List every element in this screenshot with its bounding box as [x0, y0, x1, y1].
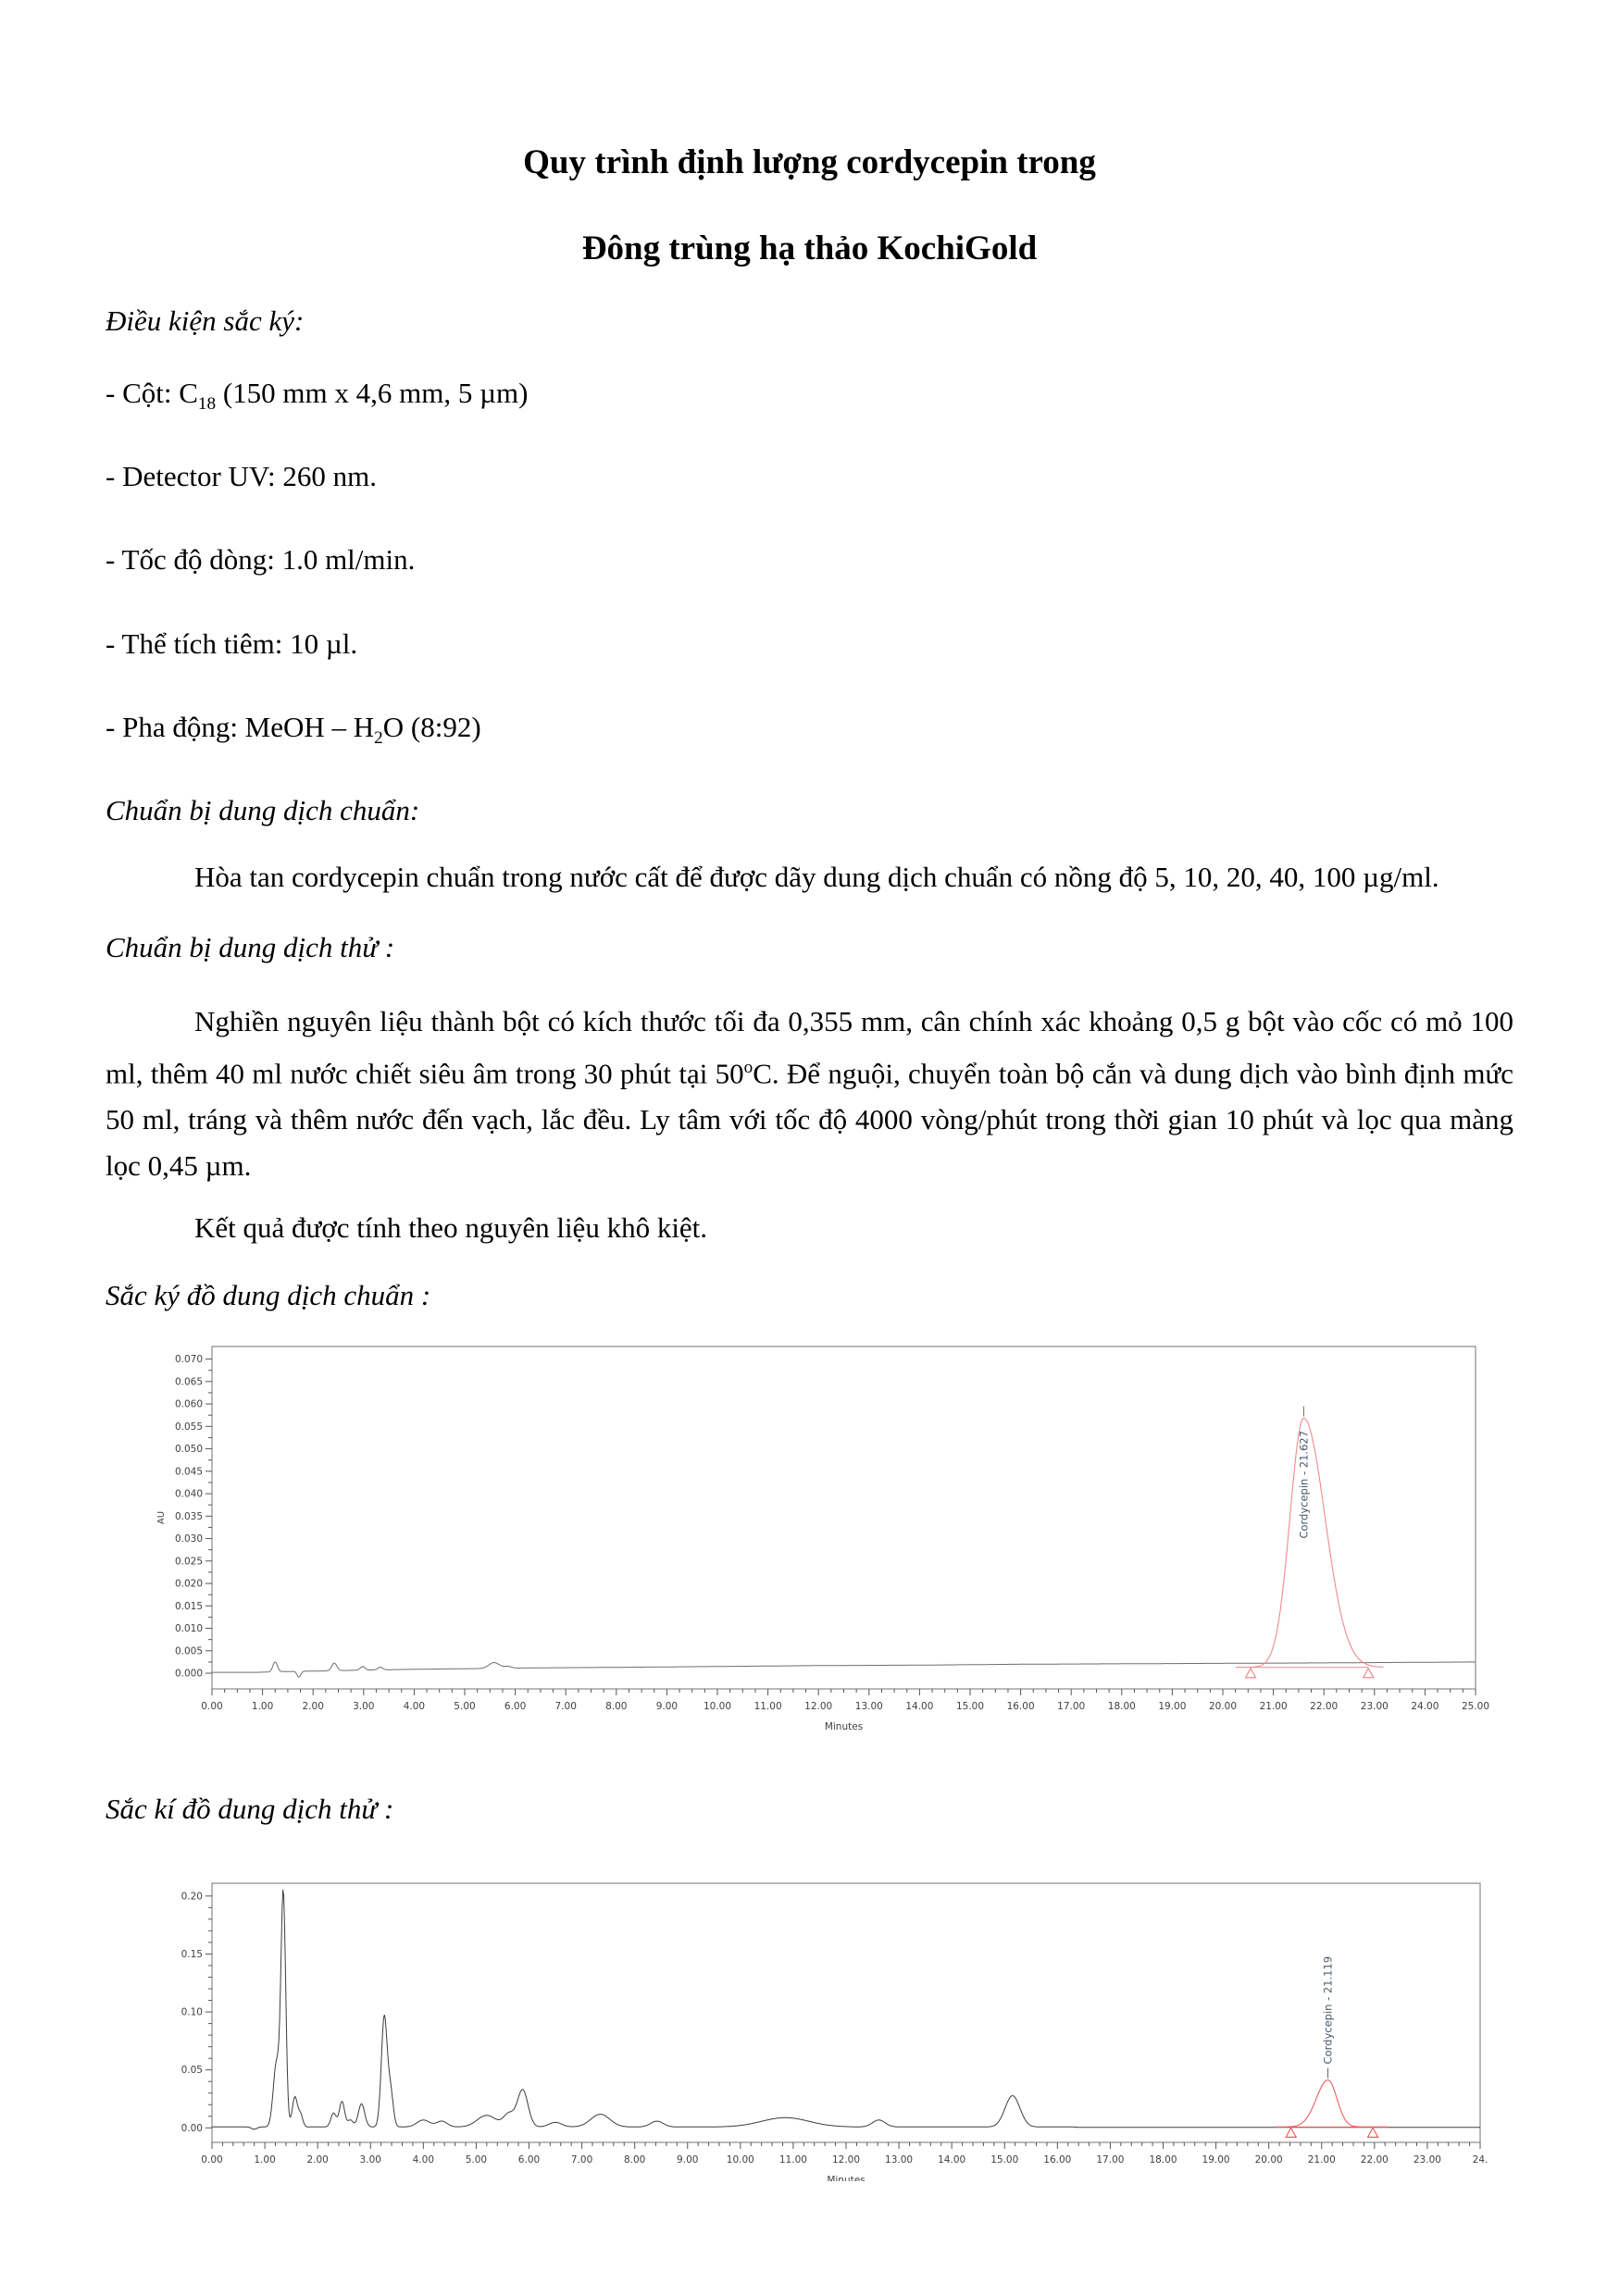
x-tick-label: 10.00: [726, 2154, 754, 2166]
x-tick-label: 23.00: [1360, 1701, 1389, 1713]
x-tick-label: 17.00: [1057, 1701, 1086, 1713]
chromatogram-plot: [106, 1876, 1513, 2181]
x-tick-label: 21.00: [1307, 2154, 1336, 2166]
x-tick-label: 3.00: [359, 2154, 381, 2166]
y-axis-title: AU: [156, 1511, 167, 1525]
x-tick-label: 7.00: [554, 1701, 577, 1713]
x-tick-label: 13.00: [885, 2154, 914, 2166]
x-tick-label: 9.00: [677, 2154, 699, 2166]
x-tick-label: 4.00: [412, 2154, 435, 2166]
labeled-peak-trace: [1276, 2080, 1389, 2128]
y-tick-label: 0.050: [174, 1444, 203, 1456]
chromatogram-trace: [212, 1890, 1480, 2129]
x-tick-label: 13.00: [854, 1701, 883, 1713]
x-tick-label: 20.00: [1208, 1701, 1238, 1713]
y-tick-label: 0.10: [181, 2006, 203, 2018]
paragraph-text: C. Để nguội, chuyển toàn bộ cắn và dung dịch vào bình định mức 50 ml, tráng và thêm nước đến vạch, lắc đều. Ly tâm với tốc độ 4000 vòng/phút trong thời gian 10 phút và lọc qua màng lọc 0,45 µm.: [106, 1057, 1513, 1183]
x-tick-label: 15.00: [990, 2154, 1019, 2166]
y-tick-label: 0.20: [181, 1891, 203, 1903]
x-tick-label: 22.00: [1310, 1701, 1339, 1713]
x-tick-label: 11.00: [778, 2154, 807, 2166]
x-tick-label: 8.00: [605, 1701, 628, 1713]
condition-item-injection: [106, 621, 1513, 678]
condition-subscript: 2: [374, 727, 383, 748]
plot-frame: [212, 1883, 1480, 2142]
x-tick-label: 17.00: [1096, 2154, 1125, 2166]
x-tick-label: 19.00: [1202, 2154, 1230, 2166]
x-tick-label: 10.00: [703, 1701, 732, 1713]
peak-marker-triangle: [1368, 2128, 1378, 2138]
x-tick-label: 12.00: [804, 1701, 833, 1713]
condition-text: - Pha động: MeOH – H: [106, 710, 375, 743]
condition-text: - Tốc độ dòng: 1.0 ml/min.: [106, 543, 416, 577]
peak-label: Cordycepin - 21.627: [1297, 1431, 1311, 1539]
test-solution-heading: Chuẩn bị dung dịch thử :: [106, 930, 395, 963]
chromatogram-trace: [212, 1662, 1476, 1677]
x-tick-label: 22.00: [1360, 2154, 1389, 2166]
x-tick-label: 2.00: [306, 2154, 329, 2166]
x-tick-label: 14.00: [938, 2154, 966, 2166]
x-tick-label: 11.00: [753, 1701, 782, 1713]
x-tick-label: 12.00: [831, 2154, 861, 2166]
condition-text: - Thể tích tiêm: 10 µl.: [106, 627, 358, 660]
y-tick-label: 0.065: [174, 1376, 203, 1388]
condition-text: - Detector UV: 260 nm.: [106, 460, 377, 493]
x-tick-label: 25.00: [1461, 1701, 1490, 1713]
x-axis-title: Minutes: [827, 2175, 866, 2182]
y-tick-label: 0.070: [174, 1354, 203, 1366]
x-tick-label: 0.00: [201, 2154, 223, 2166]
standard-chromatogram-figure: [106, 1339, 1513, 1744]
standard-solution-paragraph: Hòa tan cordycepin chuẩn trong nước cất để được dãy dung dịch chuẩn có nồng độ 5, 10, 20, 40, 100 µg/ml.: [194, 860, 1439, 893]
test-solution-paragraph: [106, 999, 1513, 1189]
page-title-line1: Quy trình định lượng cordycepin trong: [523, 143, 1096, 181]
x-tick-label: 18.00: [1107, 1701, 1136, 1713]
condition-text: - Cột: C: [106, 377, 198, 409]
page-title-line2: Đông trùng hạ thảo KochiGold: [581, 230, 1038, 267]
paragraph-text: Nghiền nguyên liệu thành bột có kích thước tối đa 0,355 mm, cân chính xác khoảng 0,5 g bột vào cốc có mỏ 100 ml, thêm 40 ml nước chiết siêu âm trong 30 phút tại 50: [106, 1004, 1513, 1090]
y-tick-label: 0.00: [181, 2123, 203, 2135]
y-tick-label: 0.060: [174, 1398, 203, 1410]
x-tick-label: 23.00: [1413, 2154, 1441, 2166]
y-tick-label: 0.030: [174, 1533, 203, 1545]
peak-marker-triangle: [1286, 2128, 1296, 2138]
y-tick-label: 0.05: [181, 2065, 203, 2077]
peak-label: Cordycepin - 21.119: [1321, 1956, 1335, 2065]
condition-item-detector: [106, 453, 1513, 511]
x-axis-title: Minutes: [824, 1721, 864, 1733]
x-tick-label: 14.00: [905, 1701, 934, 1713]
test-chromatogram-caption: Sắc kí đồ dung dịch thử :: [106, 1793, 394, 1826]
chromatogram-plot: [106, 1339, 1513, 1737]
y-tick-label: 0.020: [174, 1578, 203, 1590]
standard-chromatogram-caption: Sắc ký đồ dung dịch chuẩn :: [106, 1279, 431, 1312]
condition-item-mobile-phase: [106, 704, 1513, 762]
x-tick-label: 3.00: [353, 1701, 375, 1713]
y-tick-label: 0.040: [174, 1488, 203, 1500]
condition-item-flowrate: [106, 537, 1513, 594]
x-tick-label: 20.00: [1254, 2154, 1283, 2166]
x-tick-label: 16.00: [1006, 1701, 1035, 1713]
x-tick-label: 2.00: [302, 1701, 324, 1713]
result-note: Kết quả được tính theo nguyên liệu khô kiệt.: [194, 1211, 708, 1245]
x-tick-label: 24.: [1472, 2154, 1488, 2166]
x-tick-label: 9.00: [655, 1701, 679, 1713]
y-tick-label: 0.035: [174, 1511, 203, 1523]
degree-superscript: o: [743, 1057, 753, 1077]
condition-text: O (8:92): [382, 710, 481, 743]
x-tick-label: 18.00: [1149, 2154, 1177, 2166]
x-tick-label: 16.00: [1043, 2154, 1072, 2166]
x-tick-label: 8.00: [623, 2154, 646, 2166]
y-tick-label: 0.015: [174, 1601, 203, 1613]
standard-solution-heading: Chuẩn bị dung dịch chuẩn:: [106, 793, 420, 826]
x-tick-label: 6.00: [517, 2154, 541, 2166]
condition-subscript: 18: [197, 394, 217, 415]
peak-marker-triangle: [1246, 1669, 1256, 1678]
y-tick-label: 0.055: [174, 1421, 203, 1433]
y-tick-label: 0.005: [174, 1645, 203, 1657]
x-tick-label: 15.00: [955, 1701, 985, 1713]
test-chromatogram-figure: [106, 1876, 1513, 2189]
conditions-heading: Điều kiện sắc ký:: [106, 304, 305, 337]
x-tick-label: 5.00: [465, 2154, 488, 2166]
x-tick-label: 4.00: [403, 1701, 426, 1713]
condition-item-column: [106, 370, 1513, 428]
y-tick-label: 0.010: [174, 1623, 203, 1635]
y-tick-label: 0.045: [174, 1466, 203, 1478]
x-tick-label: 19.00: [1158, 1701, 1187, 1713]
x-tick-label: 24.00: [1411, 1701, 1439, 1713]
x-tick-label: 0.00: [201, 1701, 223, 1713]
x-tick-label: 21.00: [1259, 1701, 1288, 1713]
x-tick-label: 7.00: [570, 2154, 593, 2166]
y-tick-label: 0.000: [174, 1668, 203, 1680]
x-tick-label: 6.00: [504, 1701, 527, 1713]
x-tick-label: 1.00: [251, 1701, 274, 1713]
y-tick-label: 0.025: [174, 1556, 203, 1568]
plot-frame: [212, 1347, 1476, 1689]
condition-text: (150 mm x 4,6 mm, 5 µm): [216, 377, 529, 409]
peak-marker-triangle: [1364, 1669, 1374, 1678]
y-tick-label: 0.15: [181, 1949, 203, 1961]
x-tick-label: 5.00: [454, 1701, 476, 1713]
x-tick-label: 1.00: [254, 2154, 276, 2166]
